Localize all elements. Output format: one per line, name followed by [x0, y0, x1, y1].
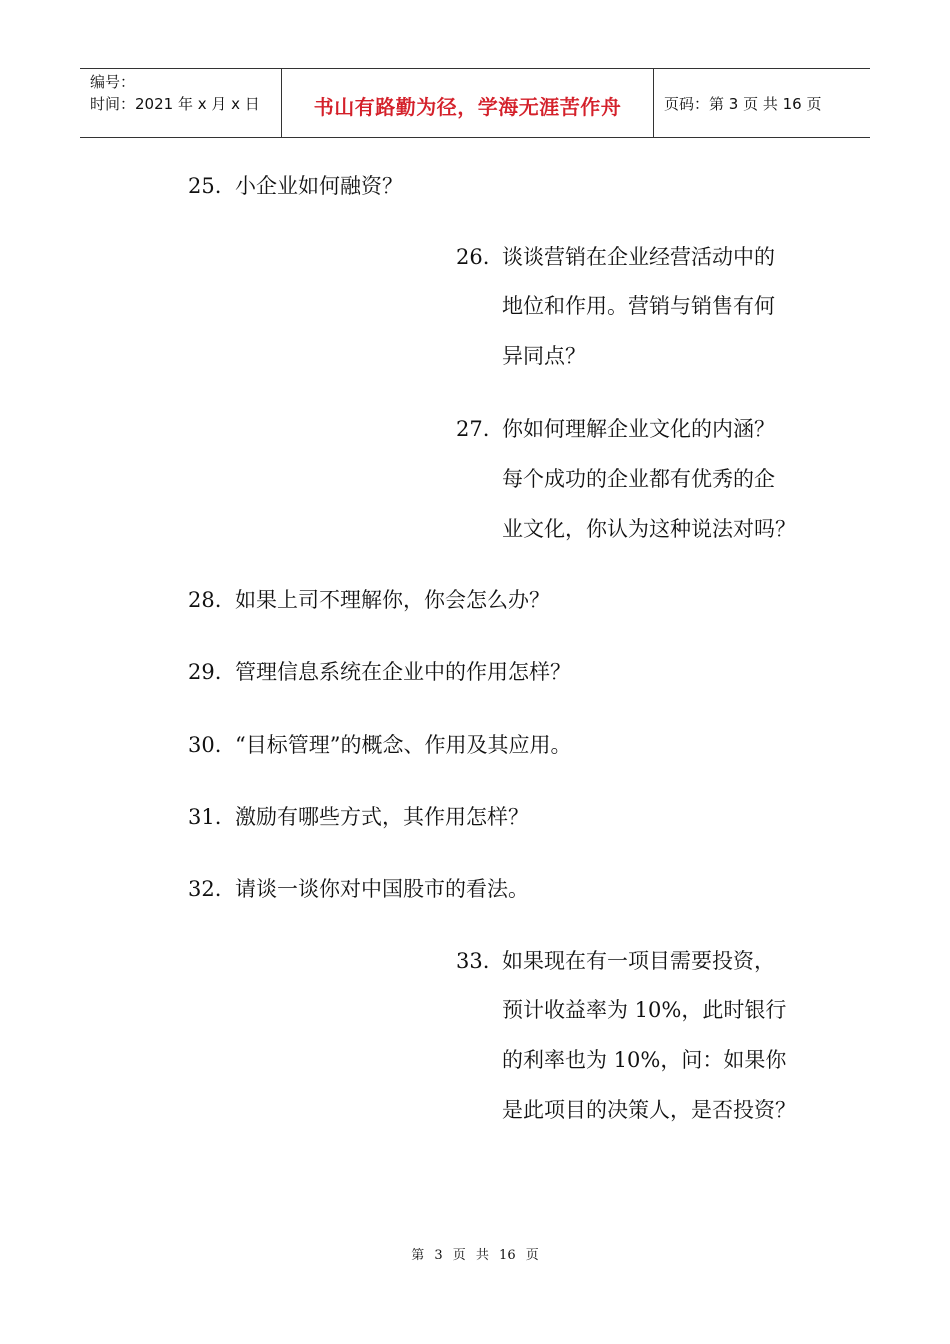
question-text: 激励有哪些方式，其作用怎样？ — [235, 805, 529, 829]
question-text-line: 业文化，你认为这种说法对吗？ — [502, 517, 796, 541]
question-number: 32. — [188, 877, 222, 901]
question-25 — [188, 172, 403, 200]
question-33 — [456, 947, 489, 975]
header-motto-cell — [281, 69, 654, 137]
question-text: “目标管理”的概念、作用及其应用。 — [235, 733, 572, 757]
document-number-label: 编号： — [90, 73, 136, 91]
question-31 — [188, 803, 529, 831]
header-meta — [80, 69, 281, 137]
question-29 — [188, 658, 571, 686]
question-26 — [456, 243, 489, 271]
page-header — [80, 68, 870, 138]
question-text-line: 异同点？ — [502, 344, 586, 368]
question-text-line: 每个成功的企业都有优秀的企 — [502, 467, 775, 491]
question-number: 30. — [188, 733, 222, 757]
question-28 — [188, 586, 550, 614]
header-motto: 书山有路勤为径，学海无涯苦作舟 — [313, 95, 622, 119]
question-text-line: 如果现在有一项目需要投资， — [502, 949, 775, 973]
document-time-label: 时间：2021 年 x 月 x 日 — [90, 95, 260, 113]
question-text: 请谈一谈你对中国股市的看法。 — [235, 877, 529, 901]
question-number: 33. — [456, 949, 490, 973]
question-text: 如果上司不理解你，你会怎么办？ — [235, 588, 550, 612]
question-number: 25. — [188, 174, 222, 198]
question-text-line: 地位和作用。营销与销售有何 — [502, 294, 775, 318]
question-text-line: 你如何理解企业文化的内涵？ — [502, 417, 775, 441]
question-text: 管理信息系统在企业中的作用怎样？ — [235, 660, 571, 684]
question-text-line: 预计收益率为 10%，此时银行 — [502, 998, 787, 1022]
page-footer: 第 3 页 共 16 页 — [411, 1248, 539, 1263]
question-text-line: 的利率也为 10%，问：如果你 — [502, 1048, 787, 1072]
question-number: 31. — [188, 805, 222, 829]
header-page-number: 页码：第 3 页 共 16 页 — [664, 94, 822, 113]
question-30 — [188, 731, 572, 759]
question-number: 29. — [188, 660, 222, 684]
question-number: 27. — [456, 417, 490, 441]
question-27 — [456, 415, 489, 443]
question-text-line: 是此项目的决策人，是否投资？ — [502, 1098, 796, 1122]
question-32 — [188, 875, 529, 903]
question-number: 26. — [456, 245, 490, 269]
question-number: 28. — [188, 588, 222, 612]
question-text: 小企业如何融资？ — [235, 174, 403, 198]
question-text-line: 谈谈营销在企业经营活动中的 — [502, 245, 775, 269]
